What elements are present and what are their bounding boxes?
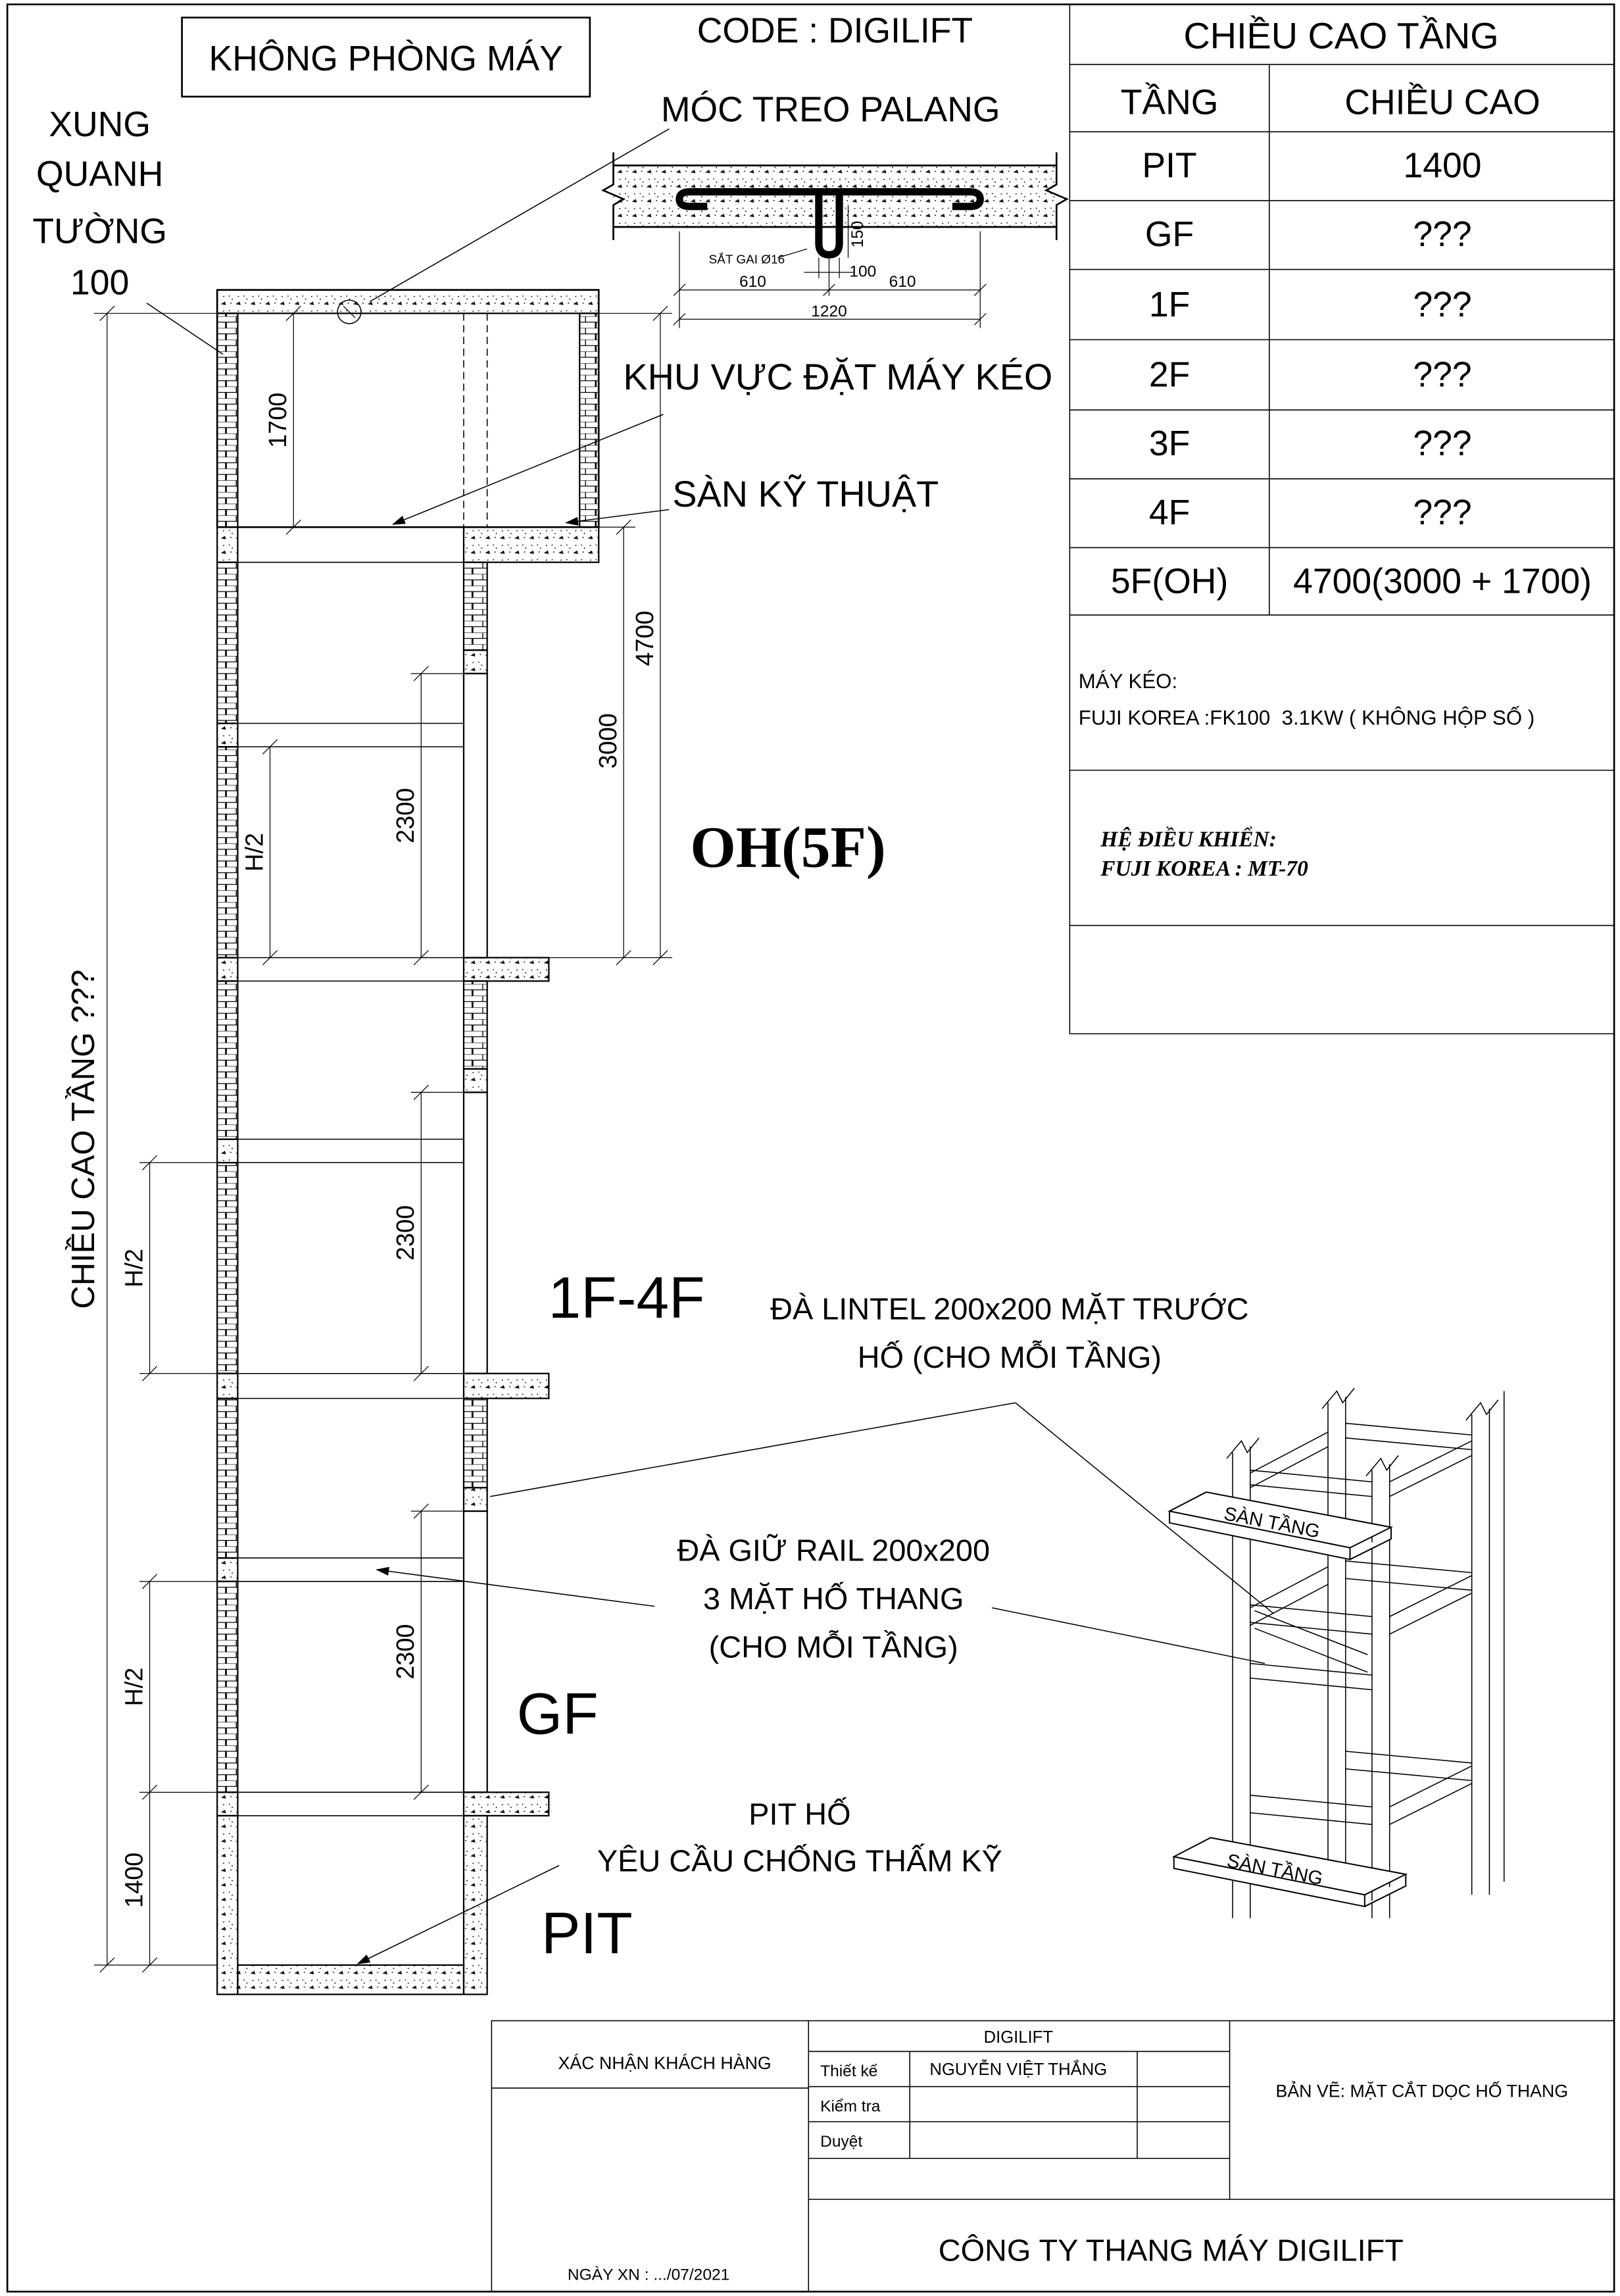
iso-floor-label-upper: SÀN TẦNG (1222, 1503, 1322, 1543)
machine-room-hidden-lines (464, 313, 487, 527)
wall-note-line-3: TƯỜNG (32, 212, 168, 251)
floor-slab-left (217, 1792, 237, 1816)
table-row-floor: 4F (1148, 493, 1190, 532)
dim-2300: 2300 (392, 1205, 420, 1261)
rail-beam-left (217, 724, 237, 747)
shaft-wall-right (464, 1399, 487, 1488)
leader-wall (147, 303, 223, 355)
dim-3000: 3000 (594, 713, 623, 769)
height-table-col-height: CHIỀU CAO (1344, 83, 1540, 122)
table-row-height: ??? (1413, 214, 1472, 254)
pit-label: PIT (541, 1900, 633, 1966)
table-row-floor: 2F (1148, 355, 1190, 395)
landing-slab (464, 1374, 549, 1399)
door-opening (464, 1092, 487, 1373)
shaft-wall-left (217, 1162, 237, 1374)
dim-2300: 2300 (392, 1624, 420, 1680)
shaft-wall-right (464, 562, 487, 651)
dim-h-half: H/2 (241, 832, 269, 872)
designer-name: NGUYỄN VIỆT THẮNG (929, 2060, 1108, 2079)
lintel-beam (464, 1069, 487, 1093)
machine-room-wall-left (217, 313, 237, 527)
table-row-height: 1400 (1403, 146, 1482, 186)
approver-label: Duyệt (820, 2132, 863, 2151)
landing-slab (464, 958, 549, 982)
lintel-beam (464, 650, 487, 674)
company-short: DIGILIFT (983, 2028, 1054, 2047)
technical-floor-left-block (217, 527, 237, 562)
table-row-height: ??? (1413, 424, 1472, 464)
ground-floor-label: GF (516, 1680, 599, 1747)
door-opening (464, 1511, 487, 1792)
pit-note-line-1: PIT HỐ (749, 1797, 851, 1832)
page-border (7, 5, 1614, 2292)
leader-rail-beam-section (377, 1570, 654, 1607)
customer-confirm-label: XÁC NHẬN KHÁCH HÀNG (558, 2053, 772, 2073)
table-row-height: ??? (1413, 355, 1472, 395)
hook-dim-150: 150 (848, 220, 867, 248)
pit-note-line-2: YÊU CẦU CHỐNG THẤM KỸ (597, 1843, 1002, 1878)
hook-dim-610-left: 610 (739, 273, 766, 291)
company-full-name: CÔNG TY THANG MÁY DIGILIFT (938, 2233, 1404, 2268)
machine-title: MÁY KÉO: (1078, 670, 1178, 693)
leader-lintel-section (490, 1403, 1016, 1496)
pit-wall-right (464, 1816, 487, 1995)
table-row-floor: 5F(OH) (1110, 562, 1229, 601)
drawing-name: BẢN VẼ: MẶT CẮT DỌC HỐ THANG (1275, 2081, 1569, 2101)
shaft-level-lines (237, 562, 464, 1816)
landing-slab (464, 1792, 549, 1816)
leader-rail-beam-iso (992, 1608, 1265, 1664)
overhead-label: OH(5F) (690, 815, 886, 880)
dim-1400: 1400 (120, 1852, 149, 1908)
confirm-date: NGÀY XN : .../07/2021 (567, 2266, 730, 2284)
door-openings (464, 674, 487, 1792)
designer-label: Thiết kế (820, 2062, 878, 2081)
leader-machine-area (393, 414, 664, 524)
iso-beams (1250, 1423, 1472, 1824)
hook-dim-100: 100 (849, 262, 877, 281)
machine-area-label: KHU VỰC ĐẶT MÁY KÉO (623, 357, 1053, 398)
leader-lines (147, 129, 1273, 1964)
dim-h-half: H/2 (120, 1249, 149, 1287)
rail-beam-note-line-2: 3 MẶT HỐ THANG (702, 1582, 964, 1616)
table-row-height: ??? (1413, 493, 1472, 532)
technical-floor-label: SÀN KỸ THUẬT (672, 474, 939, 515)
table-row-height: 4700(3000 + 1700) (1293, 562, 1592, 601)
pit-floor (237, 1965, 464, 1995)
hook-dim-1220: 1220 (811, 302, 847, 320)
rail-beam-left (217, 1558, 237, 1582)
dim-4700: 4700 (631, 611, 659, 666)
shaft-wall-left (217, 562, 237, 724)
controller-title: HỆ ĐIỀU KHIỂN: (1100, 827, 1277, 852)
isometric-frame-view (1169, 1388, 1504, 1918)
dim-floor-height: CHIỀU CAO TẦNG ??? (65, 969, 101, 1309)
dim-1700: 1700 (264, 392, 293, 448)
iso-floor-label-lower: SÀN TẦNG (1225, 1850, 1325, 1890)
door-opening (464, 674, 487, 958)
rail-beam-note-line-1: ĐÀ GIỮ RAIL 200x200 (677, 1533, 991, 1568)
checker-label: Kiểm tra (820, 2097, 881, 2116)
rail-beam-note-line-3: (CHO MỖI TẦNG) (708, 1630, 958, 1664)
wall-note-line-1: XUNG (49, 105, 151, 144)
height-table-col-floor: TẦNG (1120, 83, 1219, 122)
dim-h-half: H/2 (120, 1667, 149, 1707)
shaft-wall-left (217, 981, 237, 1139)
dim-2300: 2300 (392, 787, 420, 843)
project-code: CODE : DIGILIFT (697, 11, 973, 51)
pit-wall-left (217, 1816, 237, 1995)
table-row-floor: 3F (1148, 424, 1190, 464)
hook-rebar-label: SẮT GAI Ø16 (708, 253, 785, 267)
wall-note-line-4: 100 (70, 263, 130, 303)
roof-slab (217, 290, 599, 314)
shaft-wall-left (217, 747, 237, 958)
table-row-floor: PIT (1142, 146, 1197, 186)
title-block (491, 2021, 1614, 2292)
shaft-wall-right (464, 981, 487, 1069)
controller-model: FUJI KOREA : MT-70 (1100, 857, 1308, 881)
rail-beam-left (217, 1139, 237, 1163)
lintel-note-line-1: ĐÀ LINTEL 200x200 MẶT TRƯỚC (770, 1291, 1249, 1326)
header (32, 12, 1000, 303)
shaft-wall-left (217, 1399, 237, 1559)
technical-floor-slab (464, 527, 599, 562)
typical-floor-label: 1F-4F (548, 1264, 705, 1331)
height-table (1069, 5, 1614, 1034)
lintel-note-line-2: HỐ (CHO MỖI TẦNG) (857, 1339, 1162, 1374)
table-row-floor: GF (1144, 214, 1194, 254)
hook-label: MÓC TREO PALANG (660, 90, 1000, 130)
table-row-floor: 1F (1148, 285, 1190, 324)
machine-room-wall-right (579, 313, 599, 527)
table-row-height: ??? (1413, 285, 1472, 324)
shaft-wall-left (217, 1582, 237, 1793)
hook-dim-610-right: 610 (889, 273, 916, 291)
height-table-title: CHIỀU CAO TẦNG (1183, 15, 1499, 57)
machine-model: FUJI KOREA :FK100 3.1KW ( KHÔNG HỘP SỐ ) (1078, 706, 1535, 730)
lintel-beam (464, 1487, 487, 1511)
header-box-title: KHÔNG PHÒNG MÁY (209, 39, 563, 78)
hook-detail (603, 152, 1067, 328)
iso-columns (1227, 1388, 1504, 1918)
leader-pit (358, 1866, 559, 1964)
floor-slab-left (217, 1374, 237, 1399)
floor-slab-left (217, 958, 237, 982)
wall-note-line-2: QUANH (36, 155, 164, 194)
